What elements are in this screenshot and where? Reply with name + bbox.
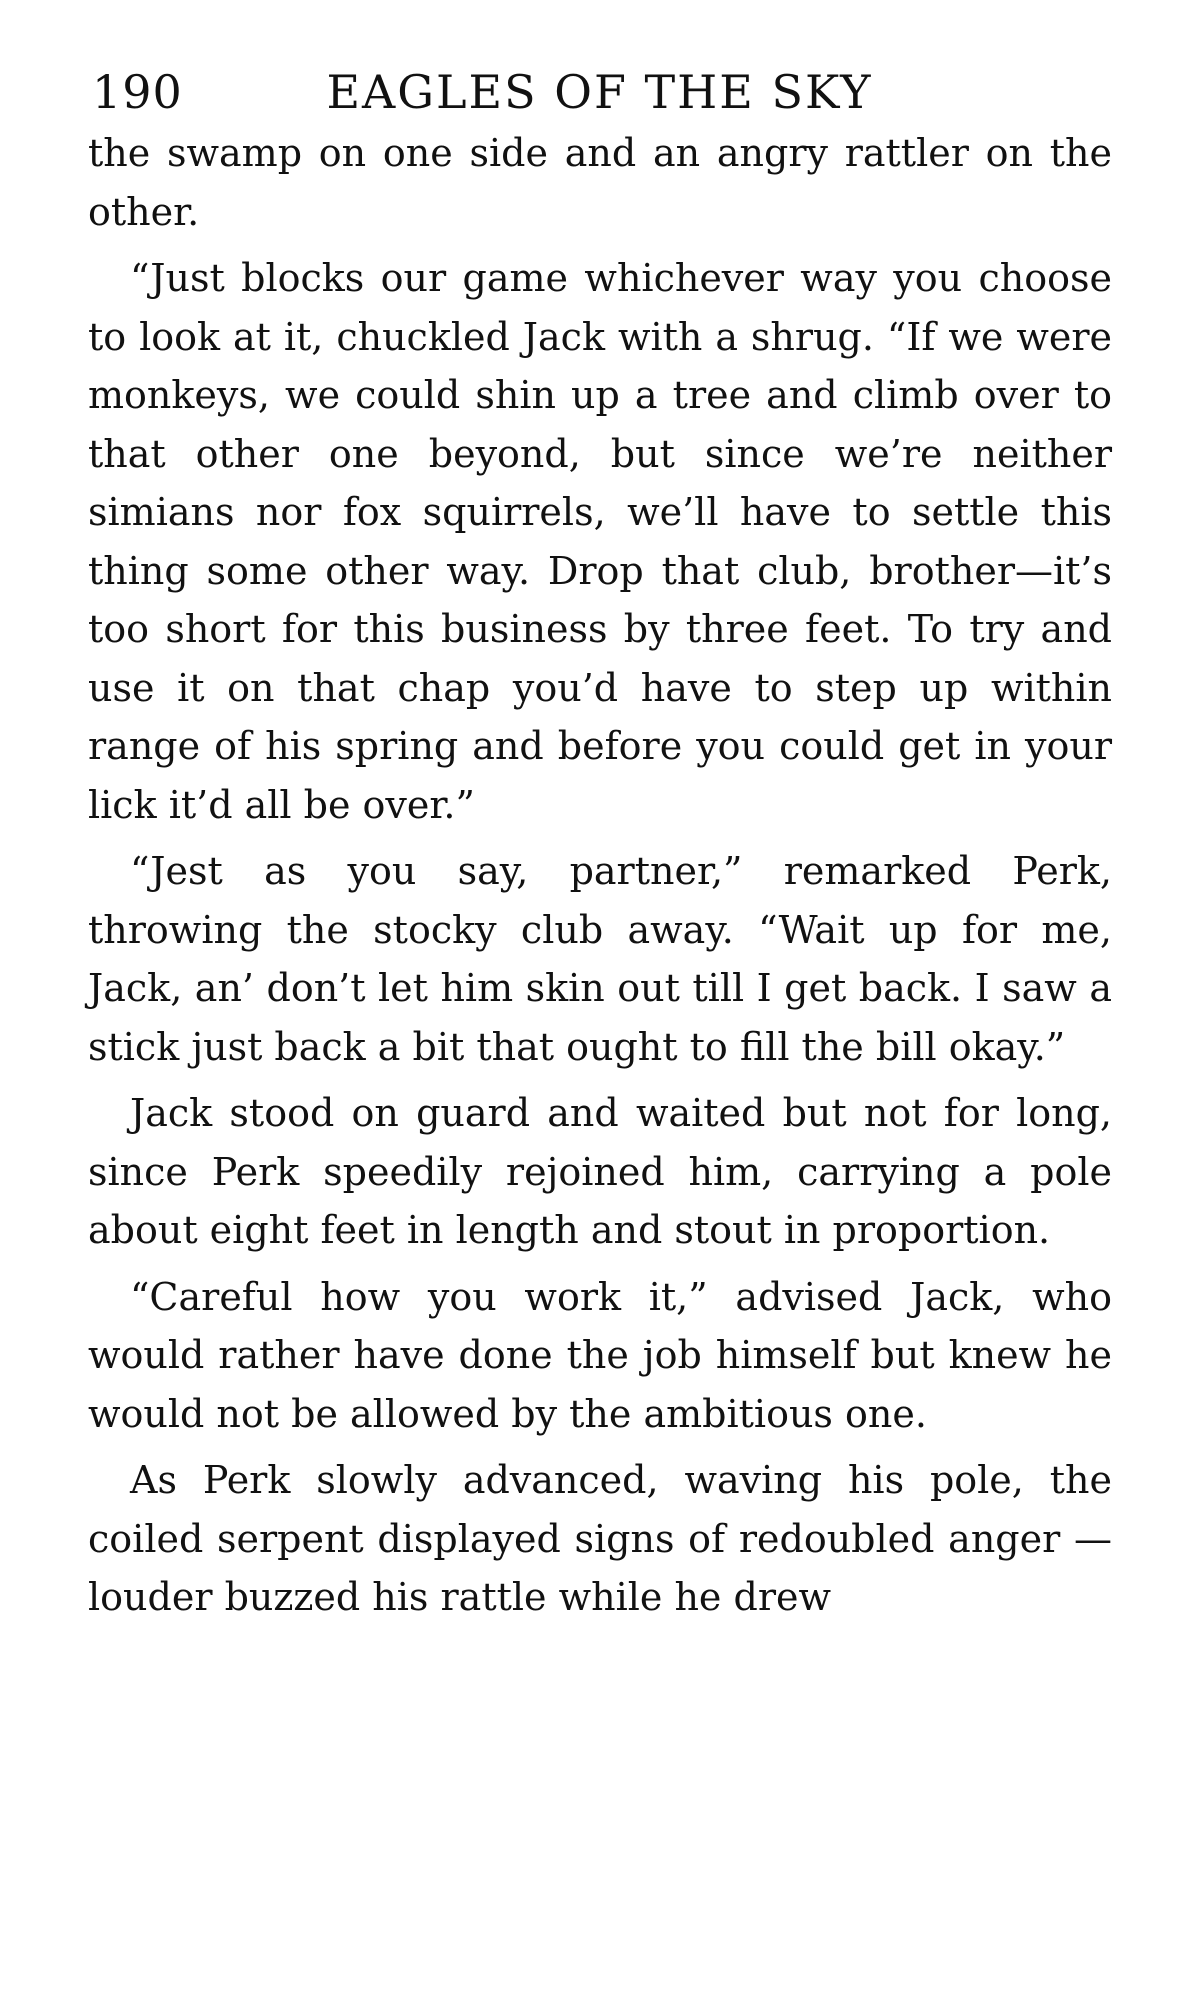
paragraph: As Perk slowly advanced, waving his pole, the coiled serpent displayed signs of redoubled anger — louder buzzed his rattle while he drew <box>88 1458 1112 1619</box>
body-text <box>88 124 1112 1627</box>
paragraph: Jack stood on guard and waited but not for long, since Perk speedily rejoined him, carrying a pole about eight feet in length and stout in proportion. <box>88 1091 1112 1252</box>
running-title: EAGLES OF THE SKY <box>326 65 873 119</box>
book-page <box>88 60 1112 1627</box>
running-head <box>88 60 1112 124</box>
page-number: 190 <box>92 65 183 119</box>
paragraph-continued: the swamp on one side and an angry rattler on the other. <box>88 131 1112 234</box>
paragraph: “Careful how you work it,” advised Jack, who would rather have done the job himself but knew he would not be allowed by the ambitious one. <box>88 1274 1112 1436</box>
paragraph: “Jest as you say, partner,” remarked Perk, throwing the stocky club away. “Wait up for me, Jack, an’ don’t let him skin out till I get back. I saw a stick just back a bit that ought to fill the bill okay.” <box>88 849 1112 1069</box>
paragraph: “Just blocks our game whichever way you choose to look at it, chuckled Jack with a shrug. “If we were monkeys, we could shin up a tree and climb over to that other one beyond, but since we’re neither simians nor fox squirrels, we’ll have to settle this thing some other way. Drop that club, brother—it’s too short for this business by three feet. To try and use it on that chap you’d have to step up within range of his spring and before you could get in your lick it’d all be over.” <box>88 256 1112 827</box>
